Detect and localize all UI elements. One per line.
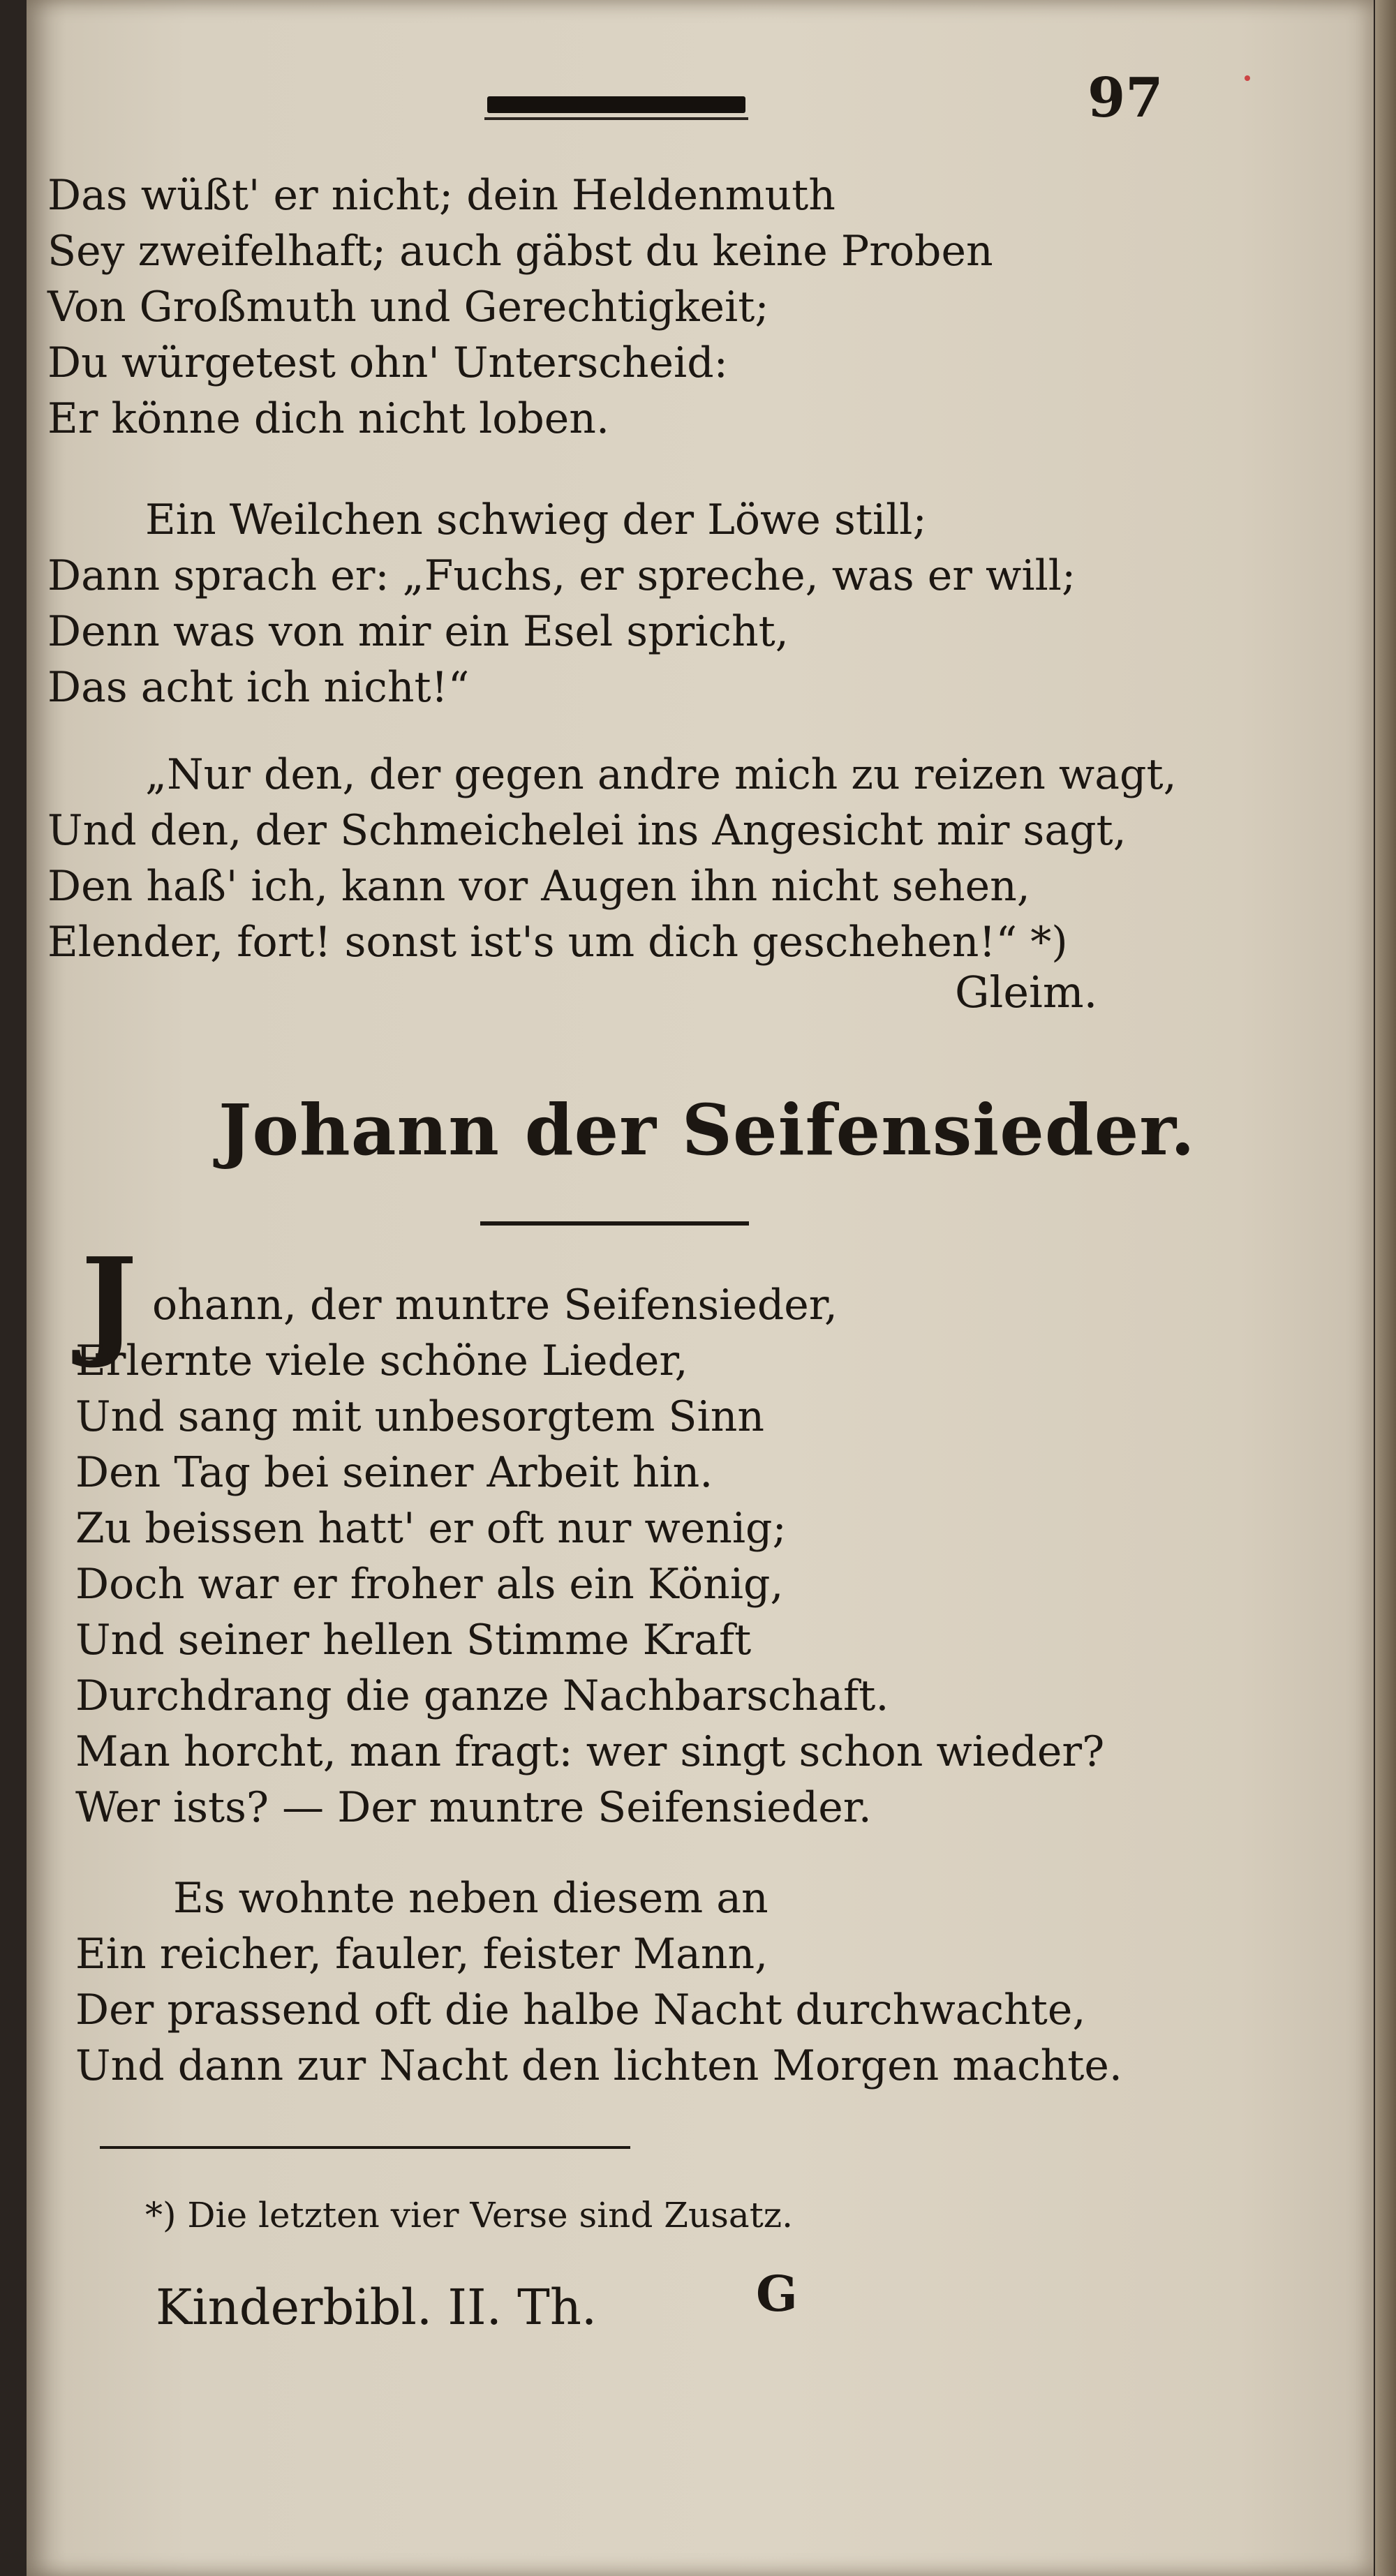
verse-line: Elender, fort! sonst ist's um dich geschehen!“ *) [47,918,1068,967]
verse-line: Das acht ich nicht!“ [47,663,470,712]
book-page [27,0,1374,2576]
verse-line: Den haß' ich, kann vor Augen ihn nicht sehen, [47,862,1030,911]
page-edge-shadow [1375,0,1396,2576]
verse-line: Der prassend oft die halbe Nacht durchwachte, [75,1986,1086,2034]
title-rule [480,1221,749,1226]
poem-author: Gleim. [955,967,1098,1018]
verse-line: Und den, der Schmeichelei ins Angesicht mir sagt, [47,806,1127,855]
poem-2-stanza-1 [75,1277,1104,1836]
verse-line: Den Tag bei seiner Arbeit hin. [75,1448,713,1497]
verse-line: ohann, der muntre Seifensieder, [152,1281,838,1330]
verse-line: Erlernte viele schöne Lieder, [75,1337,688,1385]
printer-signature: Kinderbibl. II. Th. [156,2279,597,2336]
poem-2-stanza-2 [75,1870,1122,2094]
poem-1-stanza-1 [47,167,993,447]
verse-line: Sey zweifelhaft; auch gäbst du keine Proben [47,227,993,276]
poem-1-stanza-3 [47,747,1177,970]
signature-mark: G [756,2265,798,2323]
verse-line: Denn was von mir ein Esel spricht, [47,607,789,656]
verse-line: Und dann zur Nacht den lichten Morgen machte. [75,2041,1122,2090]
header-rule [487,96,745,113]
verse-line: Man horcht, man fragt: wer singt schon wieder? [75,1727,1105,1776]
verse-line: Ein Weilchen schwieg der Löwe still; [145,496,927,544]
verse-line: Das wüßt' er nicht; dein Heldenmuth [47,171,836,220]
poem-title: Johann der Seifensieder. [218,1089,1196,1171]
verse-line: „Nur den, der gegen andre mich zu reizen wagt, [145,750,1177,799]
page-number: 97 [1087,66,1164,130]
poem-1-stanza-2 [47,492,1076,715]
verse-line: Zu beissen hatt' er oft nur wenig; [75,1504,787,1553]
verse-line: Und sang mit unbesorgtem Sinn [75,1392,765,1441]
ink-speck [1245,75,1250,81]
verse-line: Er könne dich nicht loben. [47,394,610,443]
verse-line: Durchdrang die ganze Nachbarschaft. [75,1672,889,1720]
footnote-rule [100,2146,630,2149]
verse-line: Und seiner hellen Stimme Kraft [75,1616,752,1665]
verse-line: Von Großmuth und Gerechtigkeit; [47,283,769,332]
verse-line: Du würgetest ohn' Unterscheid: [47,338,728,387]
verse-line: Es wohnte neben diesem an [173,1874,768,1923]
verse-line: Ein reicher, fauler, feister Mann, [75,1930,768,1979]
verse-line: Dann sprach er: „Fuchs, er spreche, was er will; [47,551,1076,600]
drop-cap: J [81,1232,138,1371]
footnote: *) Die letzten vier Verse sind Zusatz. [145,2195,794,2235]
verse-line: Doch war er froher als ein König, [75,1560,784,1609]
verse-line: Wer ists? — Der muntre Seifensieder. [75,1783,872,1832]
